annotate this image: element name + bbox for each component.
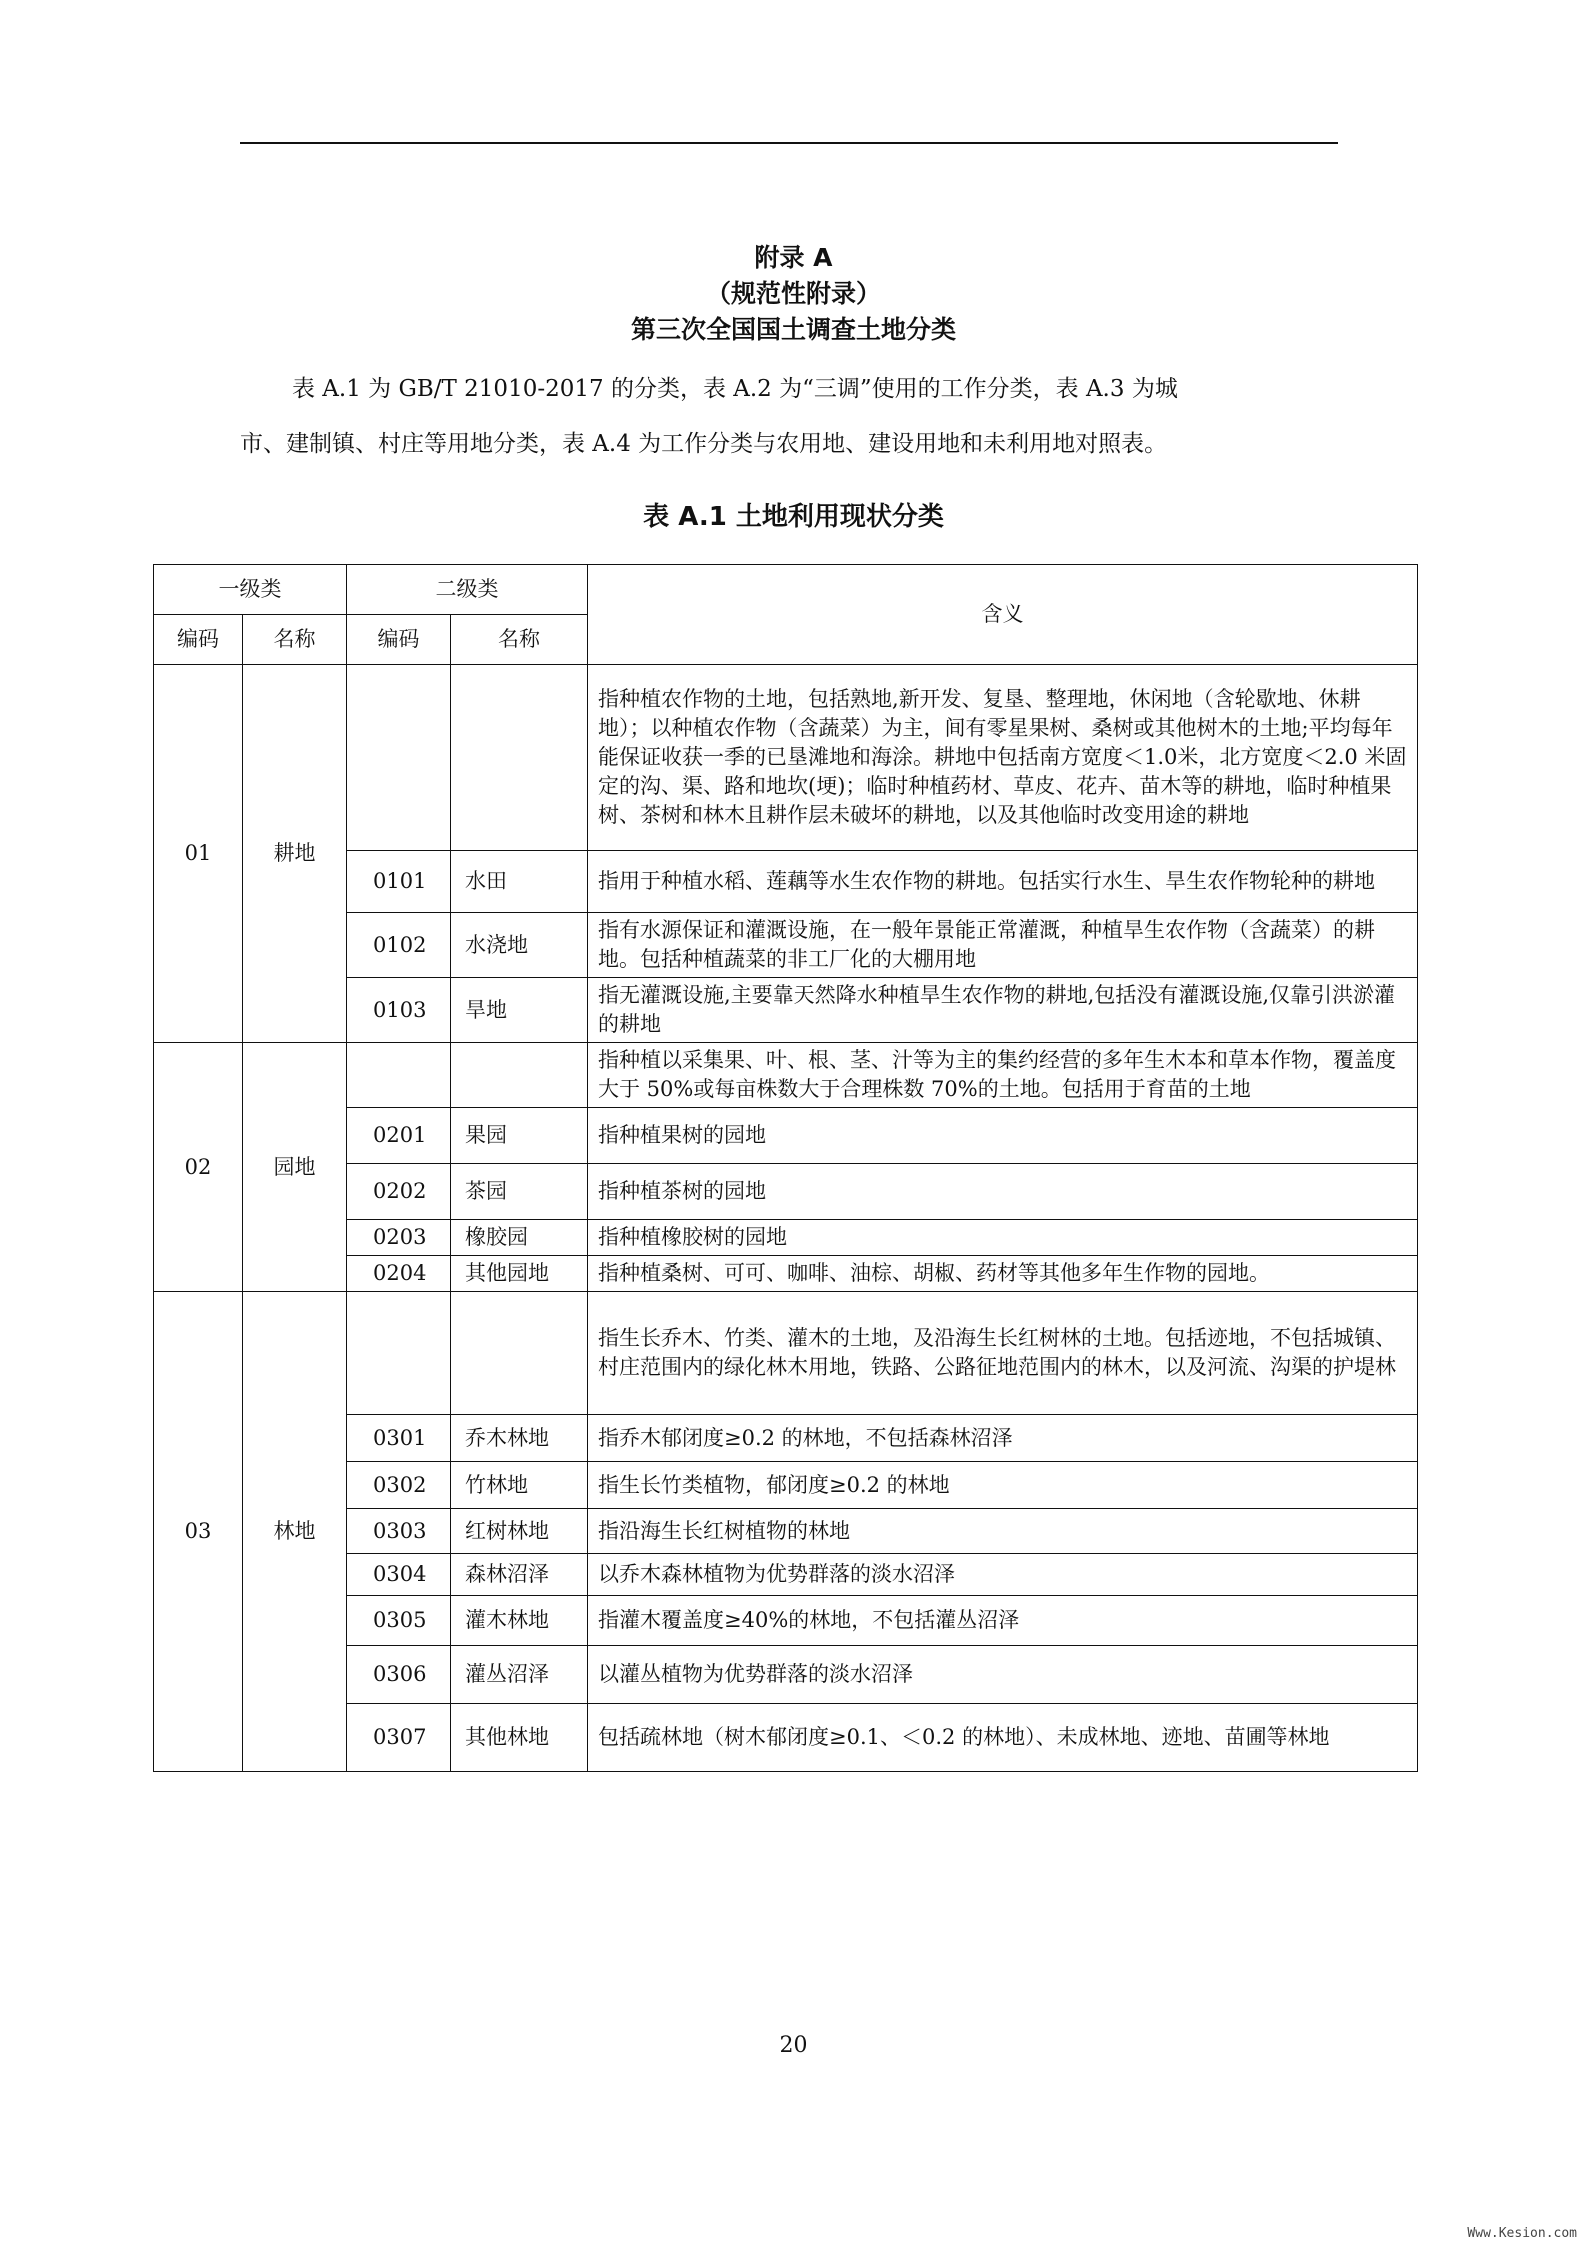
header-level1-code: 编码 xyxy=(154,615,243,665)
group-name: 园地 xyxy=(243,1043,347,1292)
sub-description: 指种植橡胶树的园地 xyxy=(588,1220,1418,1256)
empty-cell xyxy=(347,1292,451,1415)
sub-name: 水浇地 xyxy=(451,913,588,978)
sub-description: 指有水源保证和灌溉设施，在一般年景能正常灌溉，种植旱生农作物（含蔬菜）的耕地。包括种植蔬菜的非工厂化的大棚用地 xyxy=(588,913,1418,978)
empty-cell xyxy=(451,1043,588,1108)
sub-description: 以灌丛植物为优势群落的淡水沼泽 xyxy=(588,1646,1418,1704)
header-level2-code: 编码 xyxy=(347,615,451,665)
sub-code: 0204 xyxy=(347,1256,451,1292)
header-level2-name: 名称 xyxy=(451,615,588,665)
intro-line-2: 市、建制镇、村庄等用地分类，表 A.4 为工作分类与农用地、建设用地和未利用地对照表。 xyxy=(240,431,1168,457)
sub-description: 指乔木郁闭度≥0.2 的林地，不包括森林沼泽 xyxy=(588,1415,1418,1462)
table-body xyxy=(154,565,1418,1772)
sub-code: 0103 xyxy=(347,978,451,1043)
sub-code: 0303 xyxy=(347,1509,451,1554)
table-row xyxy=(154,665,1418,851)
empty-cell xyxy=(451,1292,588,1415)
header-level1-name: 名称 xyxy=(243,615,347,665)
sub-name: 乔木林地 xyxy=(451,1415,588,1462)
header-meaning: 含义 xyxy=(588,565,1418,665)
appendix-subject: 第三次全国国土调查土地分类 xyxy=(630,315,956,344)
sub-description: 指生长竹类植物，郁闭度≥0.2 的林地 xyxy=(588,1462,1418,1509)
table-title: 表 A.1 土地利用现状分类 xyxy=(643,502,944,532)
page-number: 20 xyxy=(779,2033,808,2058)
sub-description: 以乔木森林植物为优势群落的淡水沼泽 xyxy=(588,1554,1418,1596)
sub-name: 其他园地 xyxy=(451,1256,588,1292)
sub-code: 0304 xyxy=(347,1554,451,1596)
sub-name: 水田 xyxy=(451,851,588,913)
sub-name: 橡胶园 xyxy=(451,1220,588,1256)
sub-description: 包括疏林地（树木郁闭度≥0.1、＜0.2 的林地）、未成林地、迹地、苗圃等林地 xyxy=(588,1704,1418,1772)
intro-line-1: 表 A.1 为 GB/T 21010-2017 的分类，表 A.2 为“三调”使用的工作分类，表 A.3 为城 xyxy=(292,376,1178,402)
sub-name: 森林沼泽 xyxy=(451,1554,588,1596)
header-row-1 xyxy=(154,565,1418,615)
sub-description: 指种植桑树、可可、咖啡、油棕、胡椒、药材等其他多年生作物的园地。 xyxy=(588,1256,1418,1292)
group-description: 指种植农作物的土地，包括熟地,新开发、复垦、整理地，休闲地（含轮歇地、休耕地）；以种植农作物（含蔬菜）为主，间有零星果树、桑树或其他树木的土地;平均每年能保证收获一季的已垦滩地和海涂。耕地中包括南方宽度＜1.0米，北方宽度＜2.0 米固定的沟、渠、路和地坎(埂)；临时种植药材、草皮、花卉、苗木等的耕地，临时种植果树、茶树和林木且耕作层未破坏的耕地，以及其他临时改变用途的耕地 xyxy=(588,665,1418,851)
group-code: 03 xyxy=(154,1292,243,1772)
sub-name: 旱地 xyxy=(451,978,588,1043)
sub-name: 灌丛沼泽 xyxy=(451,1646,588,1704)
header-level2: 二级类 xyxy=(347,565,588,615)
sub-description: 指用于种植水稻、莲藕等水生农作物的耕地。包括实行水生、旱生农作物轮种的耕地 xyxy=(588,851,1418,913)
sub-description: 指无灌溉设施,主要靠天然降水种植旱生农作物的耕地,包括没有灌溉设施,仅靠引洪淤灌的耕地 xyxy=(588,978,1418,1043)
sub-code: 0102 xyxy=(347,913,451,978)
sub-description: 指种植果树的园地 xyxy=(588,1108,1418,1164)
sub-name: 红树林地 xyxy=(451,1509,588,1554)
sub-code: 0307 xyxy=(347,1704,451,1772)
table-row xyxy=(154,1292,1418,1415)
appendix-note: （规范性附录） xyxy=(705,279,881,308)
empty-cell xyxy=(451,665,588,851)
watermark: Www.Kesion.com xyxy=(1467,2226,1577,2241)
sub-code: 0306 xyxy=(347,1646,451,1704)
group-code: 02 xyxy=(154,1043,243,1292)
sub-code: 0203 xyxy=(347,1220,451,1256)
sub-code: 0201 xyxy=(347,1108,451,1164)
sub-name: 竹林地 xyxy=(451,1462,588,1509)
group-description: 指种植以采集果、叶、根、茎、汁等为主的集约经营的多年生木本和草本作物，覆盖度大于 50%或每亩株数大于合理株数 70%的土地。包括用于育苗的土地 xyxy=(588,1043,1418,1108)
sub-name: 灌木林地 xyxy=(451,1596,588,1646)
empty-cell xyxy=(347,1043,451,1108)
sub-code: 0302 xyxy=(347,1462,451,1509)
sub-code: 0202 xyxy=(347,1164,451,1220)
table-row xyxy=(154,1043,1418,1108)
sub-code: 0301 xyxy=(347,1415,451,1462)
sub-name: 果园 xyxy=(451,1108,588,1164)
header-rule xyxy=(240,142,1338,144)
empty-cell xyxy=(347,665,451,851)
land-classification-table xyxy=(153,564,1418,1772)
group-name: 耕地 xyxy=(243,665,347,1043)
sub-code: 0305 xyxy=(347,1596,451,1646)
sub-code: 0101 xyxy=(347,851,451,913)
sub-name: 其他林地 xyxy=(451,1704,588,1772)
group-code: 01 xyxy=(154,665,243,1043)
group-description: 指生长乔木、竹类、灌木的土地，及沿海生长红树林的土地。包括迹地，不包括城镇、村庄范围内的绿化林木用地，铁路、公路征地范围内的林木，以及河流、沟渠的护堤林 xyxy=(588,1292,1418,1415)
group-name: 林地 xyxy=(243,1292,347,1772)
header-level1: 一级类 xyxy=(154,565,347,615)
sub-name: 茶园 xyxy=(451,1164,588,1220)
sub-description: 指灌木覆盖度≥40%的林地，不包括灌丛沼泽 xyxy=(588,1596,1418,1646)
appendix-title: 附录 A xyxy=(754,243,833,272)
sub-description: 指沿海生长红树植物的林地 xyxy=(588,1509,1418,1554)
sub-description: 指种植茶树的园地 xyxy=(588,1164,1418,1220)
